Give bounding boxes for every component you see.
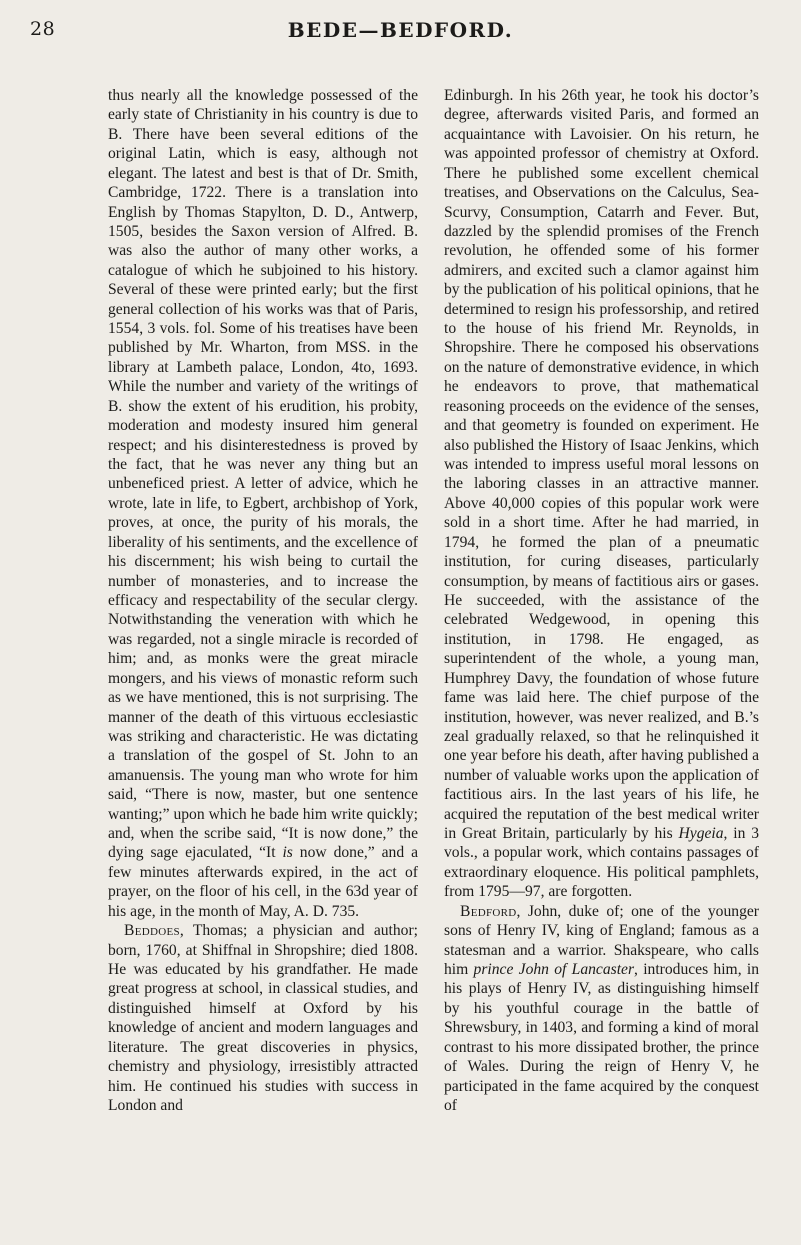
running-head: BEDE—BEDFORD. bbox=[287, 18, 514, 42]
page-number: 28 bbox=[30, 18, 56, 40]
bede-entry-continuation bbox=[108, 86, 418, 921]
beddoes-text-tail: , in 3 vols., a popular work, which contains passages of extraordinary eloquence. His political pamphlets, from 1795—97, are forgotten. bbox=[444, 825, 759, 901]
right-column bbox=[444, 86, 759, 1115]
entry-text: , Thomas; a physician and author; born, 1760, at Shiffnal in Shropshire; died 1808. He was educated by his grandfather. He made great progress at school, in classical studies, and distinguished himself at Oxford by his knowledge of ancient and modern languages and literature. The great discoveries in physics, chemistry and physiology, irresistibly attracted him. He continued his studies with success in London and bbox=[108, 922, 418, 1114]
emphasis-is: is bbox=[282, 844, 293, 862]
entry-headword: Beddoes bbox=[124, 922, 180, 940]
left-column bbox=[108, 86, 418, 1115]
bede-text-tail: now done,” and a few minutes afterwards expired, in the act of prayer, on the floor of his cell, in the 63d year of his age, in the month of May, A. D. 735. bbox=[108, 844, 418, 920]
beddoes-entry-continuation bbox=[444, 86, 759, 902]
beddoes-entry bbox=[108, 921, 418, 1115]
entry-headword: Bedford bbox=[460, 902, 517, 920]
title-prince-john: prince John of Lancaster bbox=[473, 960, 635, 978]
title-hygeia: Hygeia bbox=[678, 825, 724, 843]
bede-text: thus nearly all the knowledge possessed of the early state of Christianity in his country is due to B. There have been several editions of the original Latin, which is easy, although not elegant. The latest and best is that of Dr. Smith, Cambridge, 1722. There is a translation into English by Thomas Stapylton, D. D., Antwerp, 1505, besides the Saxon version of Alfred. B. was also the author of many other works, a catalogue of which he subjoined to his history. Several of these were printed early; but the first general collection of his works was that of Paris, 1554, 3 vols. fol. Some of his treatises have been published by Mr. Wharton, from MSS. in the library at Lambeth palace, London, 4to, 1693. While the number and variety of the writings of B. show the extent of his erudition, his probity, moderation and modesty insured him general respect; and his disinterestedness is proved by the fact, that he was never any thing but an unbeneficed priest. A letter of advice, which he wrote, late in life, to Egbert, archbishop of York, proves, at once, the purity of his morals, the liberality of his sentiments, and the excellence of his discernment; his wish being to curtail the number of monasteries, and to increase the efficacy and respectability of the secular clergy. Notwithstanding the veneration with which he was regarded, not a single miracle is recorded of him; and, as monks were the great miracle mongers, and his views of monastic reform such as we have mentioned, this is not surprising. The manner of the death of this virtuous ecclesiastic was striking and characteristic. He was dictating a translation of the gospel of St. John to an amanuensis. The young man who wrote for him said, “There is now, master, but one sentence wanting;” upon which he bade him write quickly; and, when the scribe said, “It is now done,” the dying sage ejaculated, “It bbox=[108, 87, 418, 862]
entry-text-tail: , introduces him, in his plays of Henry IV, as distinguishing himself by his youthful courage in the battle of Shrewsbury, in 1403, and forming a kind of moral contrast to his more dissipated brother, the prince of Wales. During the reign of Henry V, he participated in the fame acquired by the conquest of bbox=[444, 960, 759, 1114]
entry-text: , John, duke of; one of the younger sons of Henry IV, king of England; famous as a statesman and a warrior. Shakspeare, who calls him bbox=[444, 902, 759, 978]
beddoes-text: Edinburgh. In his 26th year, he took his doctor’s degree, afterwards visited Paris, and formed an acquaintance with Lavoisier. On his return, he was appointed professor of chemistry at Oxford. There he published some excellent chemical treatises, and Observations on the Calculus, Sea-Scurvy, Consumption, Catarrh and Fever. But, dazzled by the splendid promises of the French revolution, he offended some of his former admirers, and excited such a clamor against him by the publication of his political opinions, that he determined to resign his professorship, and retired to the house of his friend Mr. Reynolds, in Shropshire. There he composed his observations on the nature of demonstrative evidence, in which he endeavors to prove, that mathematical reasoning proceeds on the evidence of the senses, and that geometry is founded on experiment. He also published the History of Isaac Jenkins, which was intended to impress useful moral lessons on the laboring classes in an attractive manner. Above 40,000 copies of this popular work were sold in a short time. After he had married, in 1794, he formed the plan of a pneumatic institution, for curing diseases, particularly consumption, by means of factitious airs or gases. He succeeded, with the assistance of the celebrated Wedgewood, in opening this institution, in 1798. He engaged, as superintendent of the whole, a young man, Humphrey Davy, the foundation of whose future fame was laid here. The chief purpose of the institution, however, was never realized, and B.’s zeal gradually relaxed, so that he relinquished it one year before his death, after having published a number of valuable works upon the application of factitious airs. In the last years of his life, he acquired the reputation of the best medical writer in Great Britain, particularly by his bbox=[444, 87, 759, 843]
bedford-entry bbox=[444, 902, 759, 1116]
